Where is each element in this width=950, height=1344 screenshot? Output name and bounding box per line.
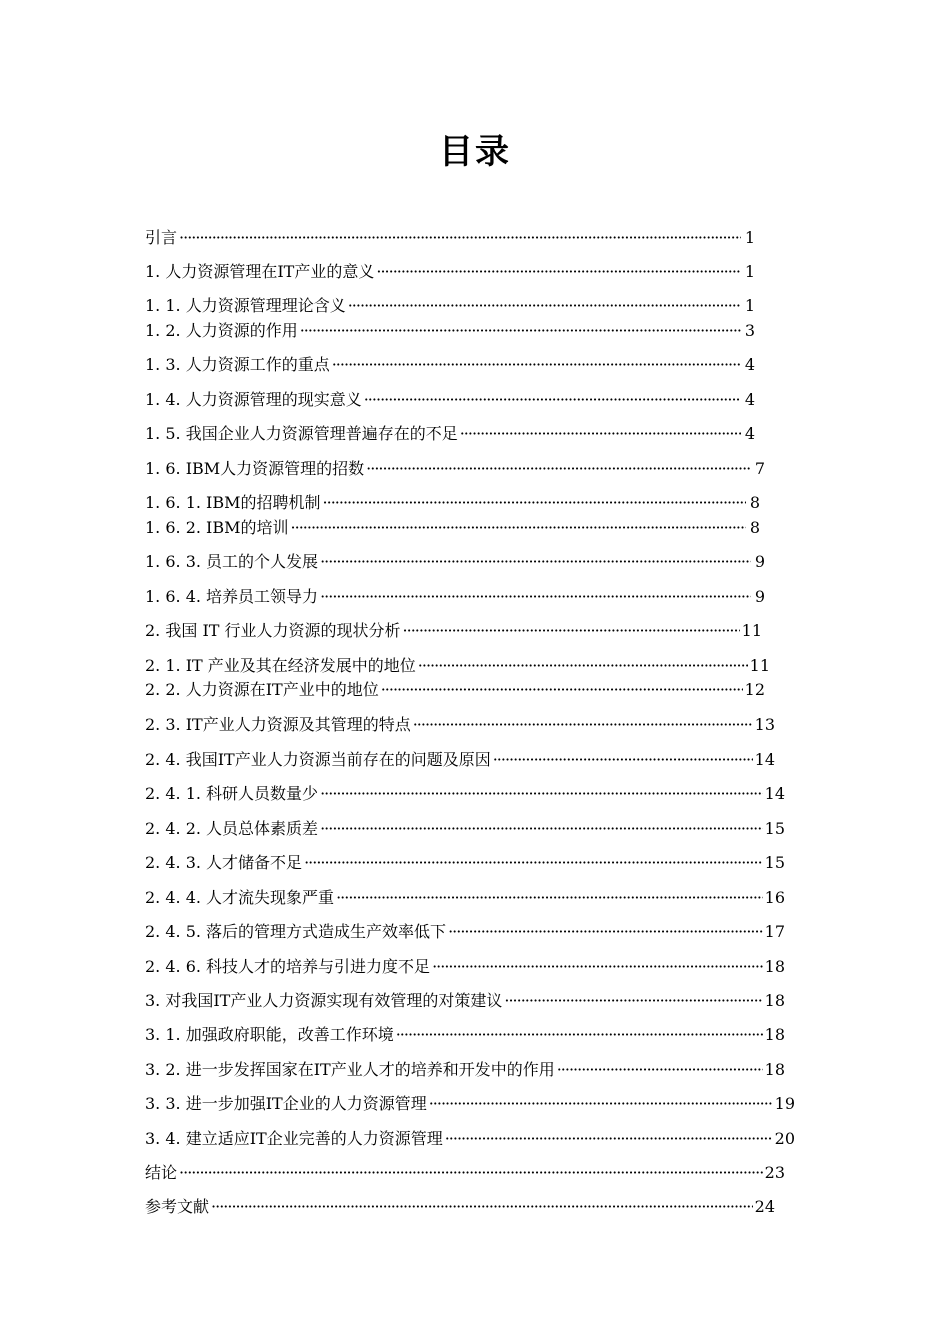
toc-dot-leader xyxy=(323,493,746,513)
toc-entry[interactable] xyxy=(145,1197,775,1217)
toc-entry-label: 1. 2. 人力资源的作用 xyxy=(145,321,298,340)
toc-entry-label: 2. 2. 人力资源在IT产业中的地位 xyxy=(145,680,379,699)
toc-dot-leader xyxy=(348,296,741,316)
toc-dot-leader xyxy=(320,552,751,572)
toc-entry-page-number: 18 xyxy=(764,991,785,1010)
toc-dot-leader xyxy=(403,621,740,641)
toc-entry[interactable] xyxy=(145,459,765,479)
toc-dot-leader xyxy=(376,262,741,282)
toc-entry-page-number: 11 xyxy=(749,656,770,675)
toc-entry[interactable] xyxy=(145,587,765,607)
toc-dot-leader xyxy=(211,1197,753,1217)
toc-dot-leader xyxy=(493,750,753,770)
toc-entry-page-number: 23 xyxy=(764,1163,785,1182)
toc-dot-leader xyxy=(381,680,743,700)
toc-entry-label: 1. 6. 1. IBM的招聘机制 xyxy=(145,493,321,512)
toc-entry[interactable] xyxy=(145,991,785,1011)
toc-entry-page-number: 11 xyxy=(741,621,762,640)
toc-dot-leader xyxy=(336,888,763,908)
toc-entry[interactable] xyxy=(145,784,785,804)
toc-entry-label: 2. 4. 2. 人员总体素质差 xyxy=(145,819,319,838)
toc-entry-label: 2. 4. 4. 人才流失现象严重 xyxy=(145,888,335,907)
toc-entry[interactable] xyxy=(145,888,785,908)
toc-dot-leader xyxy=(179,228,741,248)
toc-entry-page-number: 24 xyxy=(754,1197,775,1216)
toc-entry-label: 1. 3. 人力资源工作的重点 xyxy=(145,355,330,374)
toc-dot-leader xyxy=(557,1060,763,1080)
toc-dot-leader xyxy=(304,853,763,873)
toc-dot-leader xyxy=(320,819,763,839)
toc-entry-label: 1. 1. 人力资源管理理论含义 xyxy=(145,296,346,315)
toc-entry-page-number: 18 xyxy=(764,957,785,976)
toc-entry[interactable] xyxy=(145,1094,795,1114)
toc-entry-label: 1. 6. 3. 员工的个人发展 xyxy=(145,552,319,571)
toc-entry-page-number: 13 xyxy=(754,715,775,734)
toc-entry-page-number: 1 xyxy=(744,228,755,247)
toc-dot-leader xyxy=(332,355,741,375)
toc-entry[interactable] xyxy=(145,262,755,282)
toc-entry-label: 2. 3. IT产业人力资源及其管理的特点 xyxy=(145,715,411,734)
toc-dot-leader xyxy=(396,1025,763,1045)
toc-entry[interactable] xyxy=(145,621,762,641)
toc-entry-label: 3. 2. 进一步发挥国家在IT产业人才的培养和开发中的作用 xyxy=(145,1060,555,1079)
toc-dot-leader xyxy=(320,587,751,607)
toc-entry-label: 2. 4. 5. 落后的管理方式造成生产效率低下 xyxy=(145,922,447,941)
toc-entry-label: 1. 4. 人力资源管理的现实意义 xyxy=(145,390,362,409)
toc-entry-page-number: 8 xyxy=(749,518,760,537)
toc-dot-leader xyxy=(300,321,741,341)
toc-dot-leader xyxy=(432,957,763,977)
toc-dot-leader xyxy=(291,518,746,538)
toc-dot-leader xyxy=(320,784,763,804)
toc-dot-leader xyxy=(429,1094,773,1114)
toc-entry-label: 1. 人力资源管理在IT产业的意义 xyxy=(145,262,375,281)
toc-entry-page-number: 15 xyxy=(764,819,785,838)
toc-entry[interactable] xyxy=(145,390,755,410)
page-title: 目录 xyxy=(439,132,511,172)
toc-entry-label: 引言 xyxy=(145,228,178,247)
toc-entry[interactable] xyxy=(145,1025,785,1045)
toc-entry-label: 1. 6. IBM人力资源管理的招数 xyxy=(145,459,365,478)
toc-entry[interactable] xyxy=(145,680,765,700)
toc-entry-page-number: 20 xyxy=(774,1129,795,1148)
toc-entry[interactable] xyxy=(145,1060,785,1080)
toc-entry[interactable] xyxy=(145,853,785,873)
toc-entry[interactable] xyxy=(145,957,785,977)
toc-entry[interactable] xyxy=(145,228,755,248)
toc-entry[interactable] xyxy=(145,656,770,676)
toc-entry[interactable] xyxy=(145,424,755,444)
toc-dot-leader xyxy=(366,459,751,479)
toc-entry[interactable] xyxy=(145,518,760,538)
toc-entry[interactable] xyxy=(145,922,785,942)
toc-dot-leader xyxy=(504,991,762,1011)
toc-dot-leader xyxy=(413,715,753,735)
toc-entry-label: 结论 xyxy=(145,1163,178,1182)
toc-dot-leader xyxy=(418,656,748,676)
toc-entry-page-number: 4 xyxy=(744,424,755,443)
toc-entry-label: 3. 对我国IT产业人力资源实现有效管理的对策建议 xyxy=(145,991,503,1010)
toc-entry-page-number: 3 xyxy=(744,321,755,340)
toc-entry-page-number: 16 xyxy=(764,888,785,907)
toc-entry-page-number: 8 xyxy=(749,493,760,512)
toc-entry-page-number: 14 xyxy=(754,750,775,769)
toc-entry[interactable] xyxy=(145,321,755,341)
toc-entry[interactable] xyxy=(145,1129,795,1149)
toc-entry-page-number: 9 xyxy=(754,587,765,606)
toc-dot-leader xyxy=(364,390,741,410)
toc-entry-label: 2. 4. 我国IT产业人力资源当前存在的问题及原因 xyxy=(145,750,491,769)
toc-dot-leader xyxy=(445,1129,773,1149)
toc-entry[interactable] xyxy=(145,819,785,839)
toc-entry-label: 1. 6. 4. 培养员工领导力 xyxy=(145,587,319,606)
toc-entry-page-number: 9 xyxy=(754,552,765,571)
toc-entry-page-number: 19 xyxy=(774,1094,795,1113)
toc-entry-page-number: 1 xyxy=(744,262,755,281)
toc-entry-label: 1. 6. 2. IBM的培训 xyxy=(145,518,289,537)
toc-entry[interactable] xyxy=(145,296,755,316)
toc-entry[interactable] xyxy=(145,552,765,572)
toc-entry-label: 参考文献 xyxy=(145,1197,210,1216)
toc-entry-label: 1. 5. 我国企业人力资源管理普遍存在的不足 xyxy=(145,424,458,443)
toc-entry-page-number: 18 xyxy=(764,1025,785,1044)
toc-entry[interactable] xyxy=(145,493,760,513)
toc-entry-label: 2. 4. 3. 人才储备不足 xyxy=(145,853,303,872)
toc-entry-label: 2. 4. 6. 科技人才的培养与引进力度不足 xyxy=(145,957,431,976)
toc-dot-leader xyxy=(448,922,763,942)
toc-entry-page-number: 14 xyxy=(764,784,785,803)
toc-entry[interactable] xyxy=(145,1163,785,1183)
toc-entry-label: 2. 1. IT 产业及其在经济发展中的地位 xyxy=(145,656,416,675)
toc-entry-page-number: 12 xyxy=(744,680,765,699)
toc-dot-leader xyxy=(460,424,741,444)
toc-entry-label: 2. 我国 IT 行业人力资源的现状分析 xyxy=(145,621,401,640)
toc-entry-page-number: 4 xyxy=(744,355,755,374)
toc-entry-label: 3. 1. 加强政府职能，改善工作环境 xyxy=(145,1025,394,1044)
toc-entry-label: 3. 4. 建立适应IT企业完善的人力资源管理 xyxy=(145,1129,443,1148)
toc-entry-page-number: 7 xyxy=(754,459,765,478)
toc-entry-page-number: 1 xyxy=(744,296,755,315)
toc-entry-label: 3. 3. 进一步加强IT企业的人力资源管理 xyxy=(145,1094,427,1113)
toc-entry-page-number: 18 xyxy=(764,1060,785,1079)
toc-dot-leader xyxy=(179,1163,763,1183)
toc-entry[interactable] xyxy=(145,715,775,735)
toc-entry-page-number: 4 xyxy=(744,390,755,409)
toc-entry-label: 2. 4. 1. 科研人员数量少 xyxy=(145,784,319,803)
toc-entry-page-number: 15 xyxy=(764,853,785,872)
toc-entry[interactable] xyxy=(145,355,755,375)
toc-entry-page-number: 17 xyxy=(764,922,785,941)
toc-entry[interactable] xyxy=(145,750,775,770)
